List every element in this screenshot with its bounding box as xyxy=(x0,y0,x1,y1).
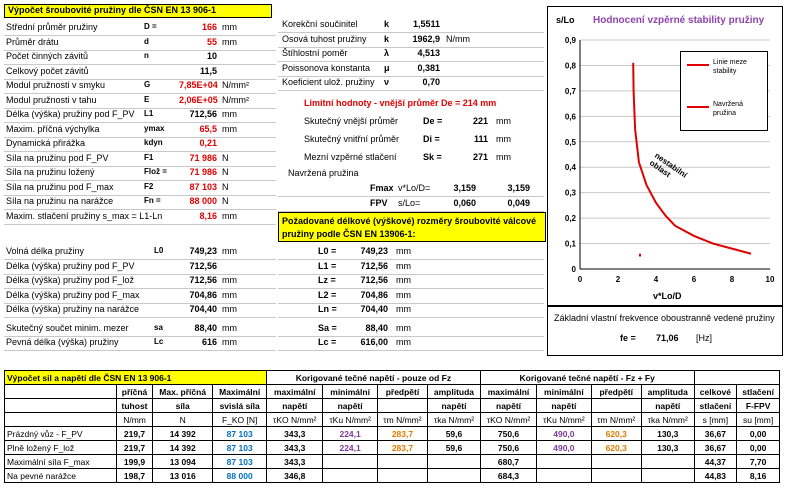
table-cell: 620,3 xyxy=(591,441,641,455)
param-unit: N xyxy=(222,152,229,163)
param-value: 2,06E+05 xyxy=(179,94,218,105)
header-cell: Max. příčná xyxy=(153,385,213,399)
table-cell xyxy=(323,455,377,469)
table-cell: 224,1 xyxy=(323,427,377,441)
req-value: 88,40 xyxy=(365,322,388,333)
y-axis-label: s/Lo xyxy=(556,15,575,25)
param-value: 88 000 xyxy=(189,196,217,206)
header-cell: amplituda xyxy=(641,385,694,399)
header-cell: napětí xyxy=(323,399,377,413)
header-cell: amplituda xyxy=(428,385,481,399)
table-title: Výpočet sil a napětí dle ČSN EN 13 906-1 xyxy=(5,371,267,385)
table-cell: 8,16 xyxy=(737,469,780,483)
length-value: 88,40 xyxy=(194,322,217,333)
param-label: Síla na pružinu pod F_max xyxy=(6,181,114,192)
limit-label: Skutečný vnitřní průměr xyxy=(304,134,400,144)
limit-value: 111 xyxy=(473,134,488,144)
param-symbol: F1 xyxy=(144,152,154,162)
nav-value-2: 3,159 xyxy=(507,183,530,193)
coef-symbol: k xyxy=(384,19,390,29)
nav-label: s/Lo= xyxy=(398,198,421,208)
header-cell: maximální xyxy=(480,385,536,399)
req-symbol: Lc = xyxy=(318,337,337,347)
coef-label: Korekční součinitel xyxy=(282,19,358,29)
table-cell: 346,8 xyxy=(267,469,323,483)
header-cell xyxy=(377,399,427,413)
coef-symbol: ν xyxy=(384,77,390,87)
header-cell: celkové xyxy=(694,385,737,399)
x-tick-label: 0 xyxy=(577,275,583,284)
y-tick-label: 0,8 xyxy=(564,61,576,71)
param-value: 166 xyxy=(201,22,217,32)
table-cell: 620,3 xyxy=(591,427,641,441)
param-row xyxy=(4,208,276,225)
limit-row xyxy=(278,113,544,130)
header-cell: tuhost xyxy=(117,399,153,413)
table-cell: 130,3 xyxy=(641,427,694,441)
y-tick-label: 0,1 xyxy=(564,239,576,249)
param-unit: mm xyxy=(222,22,237,32)
table-cell: 283,7 xyxy=(377,427,427,441)
param-label: Počet činných závitů xyxy=(6,51,89,61)
param-value: 65,5 xyxy=(199,123,217,134)
table-cell: Na pevné narážce xyxy=(5,469,117,483)
table-cell: 87 103 xyxy=(213,427,267,441)
x-tick-label: 10 xyxy=(765,275,775,284)
table-row xyxy=(5,427,780,441)
coef-row xyxy=(278,74,544,91)
group2-title: Korigované tečné napětí - Fz + Fy xyxy=(480,371,694,385)
length-label: Délka (výška) pružiny na narážce xyxy=(6,304,140,314)
length-symbol: sa xyxy=(154,322,163,332)
length-label: Délka (výška) pružiny pod F_lož xyxy=(6,275,135,285)
coef-label: Osová tuhost pružiny xyxy=(282,33,367,44)
table-cell: 219,7 xyxy=(117,441,153,455)
table-cell: 44,83 xyxy=(694,469,737,483)
length-unit: mm xyxy=(222,337,237,347)
param-symbol: d xyxy=(144,36,149,46)
table-cell xyxy=(591,455,641,469)
header-cell: napětí xyxy=(537,399,591,413)
header-cell xyxy=(5,413,117,427)
frequency-label: Základní vlastní frekvence oboustranně vedené pružiny xyxy=(554,313,775,323)
param-value: 71 986 xyxy=(189,167,217,177)
length-value: 712,56 xyxy=(189,260,217,271)
table-cell xyxy=(591,469,641,483)
coef-value: 4,513 xyxy=(417,48,440,58)
req-symbol: L2 = xyxy=(318,289,337,300)
param-symbol: E xyxy=(144,94,150,104)
req-symbol: Ln = xyxy=(318,304,337,314)
calc-title: Výpočet šroubovité pružiny dle ČSN EN 13 906-1 xyxy=(4,4,272,18)
table-cell: 343,3 xyxy=(267,455,323,469)
param-unit: mm xyxy=(222,210,237,221)
req-symbol: L0 = xyxy=(318,246,337,256)
table-cell: 219,7 xyxy=(117,427,153,441)
req-symbol: Lz = xyxy=(318,275,336,285)
limit-label: Mezní vzpěrné stlačení xyxy=(304,152,397,162)
header-cell: napětí xyxy=(641,399,694,413)
param-value: 0,21 xyxy=(199,138,217,148)
table-cell: 59,6 xyxy=(428,441,481,455)
param-label: Modul pružnosti v smyku xyxy=(6,80,106,90)
y-tick-label: 0,5 xyxy=(564,137,576,147)
legend-design-icon xyxy=(687,106,709,108)
param-label: Síla na pružinu ložený xyxy=(6,167,95,177)
length-value: 712,56 xyxy=(189,275,217,285)
length-unit: mm xyxy=(222,304,237,314)
table-cell: 13 016 xyxy=(153,469,213,483)
y-tick-label: 0,4 xyxy=(564,163,576,173)
header-cell: stlačení xyxy=(737,385,780,399)
legend xyxy=(680,51,768,131)
nav-value-1: 3,159 xyxy=(453,183,476,193)
table-cell: 224,1 xyxy=(323,441,377,455)
nav-value-2: 0,049 xyxy=(507,198,530,208)
req-unit: mm xyxy=(396,304,411,314)
header-row-3 xyxy=(5,413,780,427)
table-cell xyxy=(537,469,591,483)
req-unit: mm xyxy=(396,289,411,300)
header-cell: příčná xyxy=(117,385,153,399)
header-row-2 xyxy=(5,399,780,413)
header-cell: τm N/mm² xyxy=(377,413,427,427)
y-tick-label: 0,2 xyxy=(564,214,576,224)
header-cell: napětí xyxy=(480,399,536,413)
header-cell: τKO N/mm² xyxy=(267,413,323,427)
header-cell: maximální xyxy=(267,385,323,399)
table-cell xyxy=(641,455,694,469)
y-tick-label: 0 xyxy=(571,265,576,274)
limit-unit: mm xyxy=(496,116,511,126)
param-label: Celkový počet závitů xyxy=(6,65,89,76)
req-value: 712,56 xyxy=(360,260,388,271)
param-value: 712,56 xyxy=(189,109,217,119)
table-row xyxy=(5,469,780,483)
table-cell: Maximální síla F_max xyxy=(5,455,117,469)
forces-table xyxy=(4,370,780,483)
req-unit: mm xyxy=(396,260,411,271)
coef-symbol: k xyxy=(384,33,390,44)
req-unit: mm xyxy=(396,337,411,347)
limit-symbol: Di = xyxy=(423,134,440,144)
table-cell: 88 000 xyxy=(213,469,267,483)
header-cell: N/mm xyxy=(117,413,153,427)
param-symbol: F2 xyxy=(144,181,154,191)
param-label: Modul pružnosti v tahu xyxy=(6,94,97,105)
param-unit: N xyxy=(222,167,229,177)
legend-limit-label: Linie meze stability xyxy=(713,59,747,75)
table-cell: 44,37 xyxy=(694,455,737,469)
limit-label: Skutečný vnější průměr xyxy=(304,116,399,126)
table-row xyxy=(5,441,780,455)
param-symbol: ymax xyxy=(144,123,165,133)
header-cell: svislá síla xyxy=(213,399,267,413)
param-value: 7,85E+04 xyxy=(179,80,218,90)
length-label: Skutečný součet minim. mezer xyxy=(6,322,129,333)
table-cell: 680,7 xyxy=(480,455,536,469)
length-label: Pevná délka (výška) pružiny xyxy=(6,337,119,347)
chart-title: Hodnocení vzpěrné stability pružiny xyxy=(593,15,765,26)
nav-row xyxy=(278,195,544,212)
param-value: 10 xyxy=(206,51,217,61)
table-cell: 283,7 xyxy=(377,441,427,455)
table-cell: 87 103 xyxy=(213,441,267,455)
param-unit: N xyxy=(222,196,229,206)
table-cell xyxy=(377,469,427,483)
limit-unit: mm xyxy=(496,152,511,162)
req-value: 749,23 xyxy=(360,246,388,256)
coef-value: 1962,9 xyxy=(412,33,440,44)
coef-unit: N/mm xyxy=(446,33,470,44)
y-tick-label: 0,6 xyxy=(564,112,576,122)
header-cell: τKO N/mm² xyxy=(480,413,536,427)
header-cell xyxy=(5,399,117,413)
param-symbol: L1 xyxy=(144,109,154,118)
table-cell: Prázdný vůz - F_PV xyxy=(5,427,117,441)
req-title: Požadované délkové (výškové) rozměry šroubovité válcové pružiny podle ČSN EN 13906-1: xyxy=(278,212,546,242)
group1-title: Korigované tečné napětí - pouze od Fz xyxy=(267,371,481,385)
header-cell: minimální xyxy=(537,385,591,399)
param-unit: N xyxy=(222,181,229,192)
length-value: 616 xyxy=(201,337,217,347)
nav-symbol: Fmax xyxy=(370,183,394,193)
param-unit: N/mm² xyxy=(222,80,249,90)
coef-value: 0,70 xyxy=(422,77,440,87)
x-tick-label: 2 xyxy=(615,275,621,284)
coef-label: Koeficient ulož. pružiny xyxy=(282,77,375,87)
header-cell: Maximální xyxy=(213,385,267,399)
limit-value: 271 xyxy=(472,152,488,162)
param-value: 87 103 xyxy=(189,181,217,192)
table-cell: 750,6 xyxy=(480,441,536,455)
frequency-value: 71,06 xyxy=(656,333,679,343)
table-cell: 343,3 xyxy=(267,441,323,455)
param-unit: mm xyxy=(222,123,237,134)
req-value: 704,40 xyxy=(360,304,388,314)
param-label: Střední průměr pružiny xyxy=(6,22,98,32)
req-unit: mm xyxy=(396,275,411,285)
frequency-unit: [Hz] xyxy=(696,333,713,343)
header-cell: τKu N/mm² xyxy=(537,413,591,427)
length-unit: mm xyxy=(222,322,237,333)
y-tick-label: 0,3 xyxy=(564,188,576,198)
x-tick-label: 4 xyxy=(653,275,659,284)
limit-title: Limitní hodnoty - vnější průměr De = 214 mm xyxy=(304,98,497,108)
limit-symbol: De = xyxy=(423,116,443,126)
header-cell: τka N/mm² xyxy=(428,413,481,427)
header-cell: τka N/mm² xyxy=(641,413,694,427)
req-row xyxy=(278,334,544,351)
table-cell: 36,67 xyxy=(694,441,737,455)
req-value: 616,00 xyxy=(360,337,388,347)
header-cell: N xyxy=(153,413,213,427)
req-unit: mm xyxy=(396,322,411,333)
legend-line-icon xyxy=(687,64,709,66)
table-cell: 198,7 xyxy=(117,469,153,483)
table-cell xyxy=(323,469,377,483)
x-tick-label: 6 xyxy=(691,275,697,284)
param-label: Průměr drátu xyxy=(6,36,59,47)
y-tick-label: 0,7 xyxy=(564,86,576,96)
req-symbol: Sa = xyxy=(318,322,337,333)
table-cell: 130,3 xyxy=(641,441,694,455)
header-cell: τKu N/mm² xyxy=(323,413,377,427)
table-cell: 0,00 xyxy=(737,441,780,455)
req-unit: mm xyxy=(396,246,411,256)
limit-unit: mm xyxy=(496,134,511,144)
limit-row xyxy=(278,149,544,166)
table-cell: 199,9 xyxy=(117,455,153,469)
coef-value: 0,381 xyxy=(417,62,440,73)
table-cell xyxy=(428,455,481,469)
param-value: 8,16 xyxy=(199,210,217,221)
header-cell: předpětí xyxy=(591,385,641,399)
header-cell: napětí xyxy=(428,399,481,413)
req-value: 712,56 xyxy=(360,275,388,285)
param-unit: mm xyxy=(222,36,237,47)
coef-label: Poissonova konstanta xyxy=(282,62,371,73)
x-axis-label: v*Lo/D xyxy=(653,291,682,301)
length-label: Volná délka pružiny xyxy=(6,246,85,256)
length-unit: mm xyxy=(222,246,237,256)
param-symbol: kdyn xyxy=(144,138,163,147)
table-row xyxy=(5,455,780,469)
param-unit: mm xyxy=(222,109,237,119)
limit-value: 221 xyxy=(472,116,488,126)
header-cell: síla xyxy=(153,399,213,413)
req-value: 704,86 xyxy=(360,289,388,300)
param-symbol: n xyxy=(144,51,149,60)
table-cell: 7,70 xyxy=(737,455,780,469)
length-row xyxy=(4,334,276,351)
param-label: Maxim. stlačení pružiny s_max = L1-Ln xyxy=(6,210,163,221)
table-cell: 0,00 xyxy=(737,427,780,441)
header-cell: F-FPV xyxy=(737,399,780,413)
nav-symbol: FPV xyxy=(370,198,388,208)
length-symbol: L0 xyxy=(154,246,164,255)
table-cell: 87 103 xyxy=(213,455,267,469)
frequency-panel xyxy=(547,306,783,356)
length-row xyxy=(4,301,276,318)
param-symbol: G xyxy=(144,80,151,89)
coef-symbol: λ xyxy=(384,48,390,58)
table-cell: 490,0 xyxy=(537,441,591,455)
empty-header xyxy=(694,371,779,385)
header-cell: su [mm] xyxy=(737,413,780,427)
table-cell xyxy=(428,469,481,483)
param-value: 11,5 xyxy=(199,65,217,76)
param-symbol: Fn = xyxy=(144,196,161,205)
header-cell: minimální xyxy=(323,385,377,399)
header-cell: předpětí xyxy=(377,385,427,399)
param-label: Síla na pružinu na narážce xyxy=(6,196,114,206)
length-symbol: Lc xyxy=(154,337,164,346)
length-value: 704,86 xyxy=(189,289,217,300)
param-label: Maxim. příčná výchylka xyxy=(6,123,100,134)
header-cell xyxy=(5,385,117,399)
unstable-annotation: nestabilní oblast xyxy=(647,150,689,180)
coef-symbol: μ xyxy=(384,62,390,73)
param-value: 71 986 xyxy=(189,152,217,163)
header-cell: F_KO [N] xyxy=(213,413,267,427)
req-row xyxy=(278,301,544,318)
table-cell: 36,67 xyxy=(694,427,737,441)
table-body xyxy=(5,427,780,483)
header-cell xyxy=(591,399,641,413)
table-cell xyxy=(537,455,591,469)
table-cell: 490,0 xyxy=(537,427,591,441)
param-label: Délka (výška) pružiny pod F_PV xyxy=(6,109,135,119)
param-symbol: D = xyxy=(144,22,157,31)
nav-label: v*Lo/D= xyxy=(398,183,431,193)
length-value: 704,40 xyxy=(189,304,217,314)
coef-label: Štíhlostní poměr xyxy=(282,48,348,58)
length-label: Délka (výška) pružiny pod F_PV xyxy=(6,260,135,271)
y-tick-label: 0,9 xyxy=(564,36,576,45)
param-value: 55 xyxy=(206,36,217,47)
length-value: 749,23 xyxy=(189,246,217,256)
table-cell: 13 094 xyxy=(153,455,213,469)
table-cell: 14 392 xyxy=(153,441,213,455)
length-unit: mm xyxy=(222,275,237,285)
legend-design-label: Navržená pružina xyxy=(713,101,743,117)
table-cell: 750,6 xyxy=(480,427,536,441)
table-cell xyxy=(641,469,694,483)
stability-chart xyxy=(547,6,783,306)
param-label: Síla na pružinu pod F_PV xyxy=(6,152,109,163)
table-cell: 59,6 xyxy=(428,427,481,441)
limit-symbol: Sk = xyxy=(423,152,442,162)
header-cell: s [mm] xyxy=(694,413,737,427)
frequency-symbol: fe = xyxy=(620,333,636,343)
req-symbol: L1 = xyxy=(318,260,337,271)
table-cell: 14 392 xyxy=(153,427,213,441)
header-cell: stlačení xyxy=(694,399,737,413)
x-tick-label: 8 xyxy=(729,275,735,284)
header-cell: napětí xyxy=(267,399,323,413)
param-symbol: Flož = xyxy=(144,167,167,176)
header-row-1 xyxy=(5,385,780,399)
length-unit: mm xyxy=(222,289,237,300)
param-label: Dynamická přirážka xyxy=(6,138,86,148)
limit-row xyxy=(278,131,544,148)
coef-value: 1,5511 xyxy=(412,19,440,29)
length-label: Délka (výška) pružiny pod F_max xyxy=(6,289,140,300)
param-unit: N/mm² xyxy=(222,94,249,105)
header-cell: τm N/mm² xyxy=(591,413,641,427)
nav-value-1: 0,060 xyxy=(453,198,476,208)
table-cell: 343,3 xyxy=(267,427,323,441)
table-cell xyxy=(377,455,427,469)
table-cell: Plně ložený F_lož xyxy=(5,441,117,455)
table-cell: 684,3 xyxy=(480,469,536,483)
nav-title: Navržená pružina xyxy=(288,168,359,178)
